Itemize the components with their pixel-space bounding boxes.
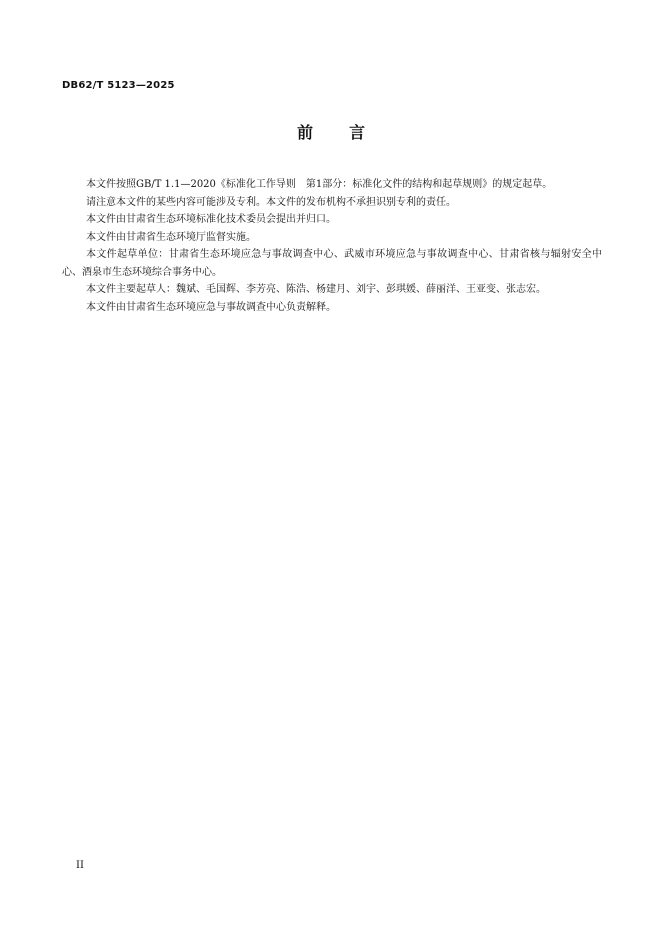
- document-code: DB62/T 5123—2025: [62, 80, 175, 91]
- paragraph: 本文件由甘肃省生态环境标准化技术委员会提出并归口。: [86, 214, 336, 225]
- paragraph: 请注意本文件的某些内容可能涉及专利。本文件的发布机构不承担识别专利的责任。: [86, 196, 456, 208]
- page-number: II: [76, 860, 84, 871]
- document-body: [62, 176, 602, 316]
- paragraph: 本文件主要起草人：魏斌、毛国辉、李芳亮、陈浩、杨建月、刘宇、彭琪媛、薛丽洋、王亚变、张志宏。: [86, 284, 546, 295]
- paragraph: 本文件由甘肃省生态环境厅监督实施。: [86, 231, 256, 243]
- paragraph: 本文件按照GB/T 1.1—2020《标准化工作导则 第1部分：标准化文件的结构和起草规则》的规定起草。: [86, 179, 553, 190]
- paragraph: 本文件由甘肃省生态环境应急与事故调查中心负责解释。: [86, 301, 336, 313]
- page-title: 前言: [296, 123, 401, 142]
- paragraph: 本文件起草单位：甘肃省生态环境应急与事故调查中心、武威市环境应急与事故调查中心、甘肃省核与辐射安全中心、酒泉市生态环境综合事务中心。: [62, 249, 602, 278]
